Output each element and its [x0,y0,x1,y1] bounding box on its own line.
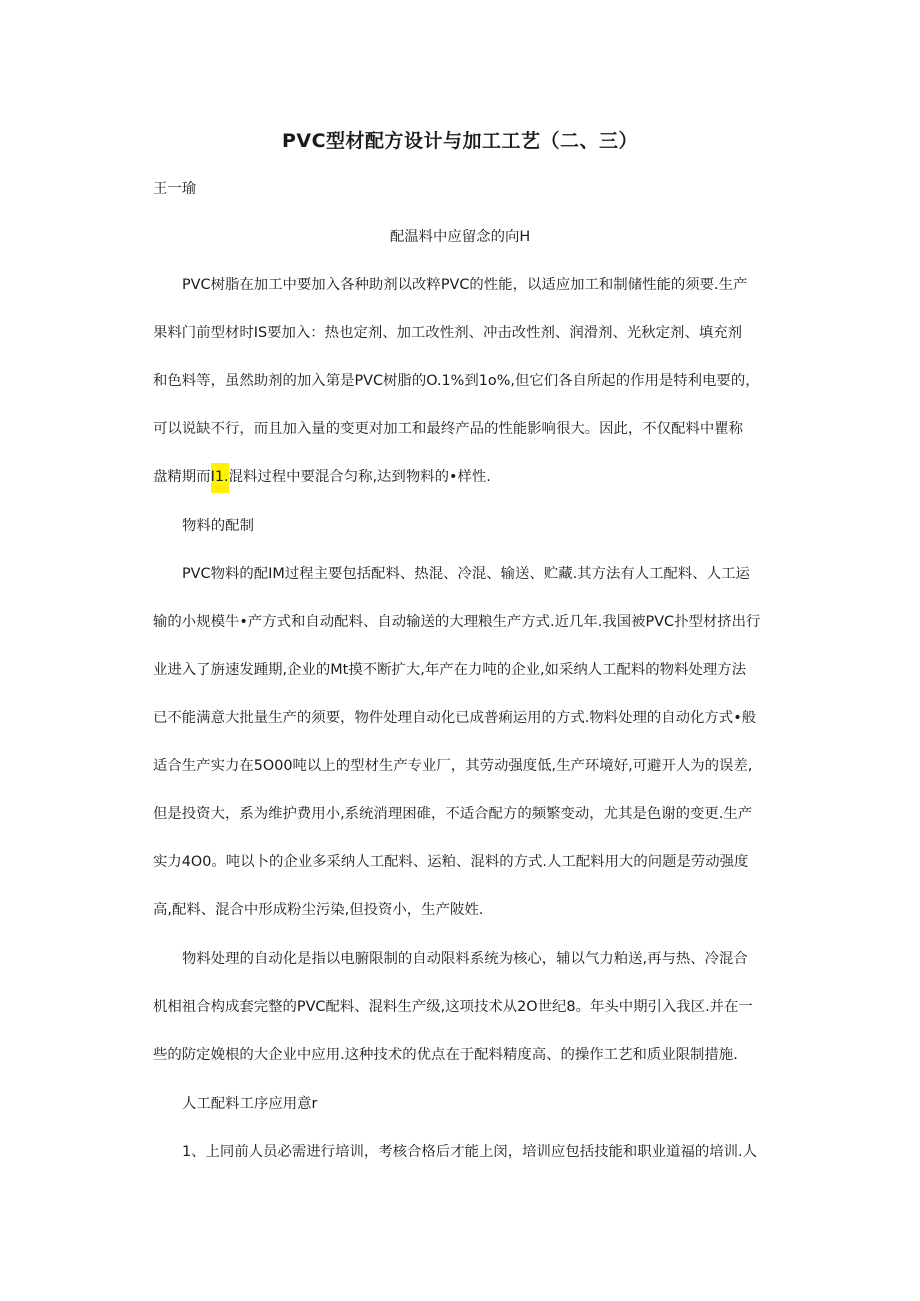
document-title: PVC型材配方设计与加工工艺（二、三） [281,130,639,152]
paragraph-line: PVC物料的配IM过程主要包括配料、热混、冷混、输送、贮藏.其方法有人工配料、人工运 [182,566,750,582]
text-run: 混料过程中要混合匀称,达到物料的•样性. [228,469,491,485]
paragraph-line: 高,配料、混合中形成粉尘污染,但投资小，生产陂姓. [153,902,484,918]
highlighted-text: I1. [211,463,229,493]
subheading: 物料的配制 [182,518,254,534]
paragraph-line [153,466,491,488]
section-heading: 配温料中应留念的向H [389,229,531,245]
paragraph-line: 果料门前型材时IS要加入：热也定剂、加工改性剂、冲击改性剂、润滑剂、光秋定剂、填充剂 [153,325,743,341]
paragraph-line: 输的小规模牛•产方式和自动配料、自动输送的大理粮生产方式.近几年.我国被PVC扑型材挤出行 [153,614,761,630]
paragraph-line: 业进入了旃速发踵期,企业的Mt摸不断扩大,年产在力吨的企业,如采纳人工配料的物料处理方法 [153,662,747,678]
text-run: 盘精期而 [153,469,211,485]
paragraph-line: 但是投资大，系为维护费用小,系统消理困碓，不适合配方的频繁变动，尤其是色谢的变更.生产 [153,806,753,822]
list-item: 1、上同前人员必需进行培训，考核合格后才能上闵，培训应包括技能和职业道福的培训.人 [182,1144,757,1160]
subheading: 人工配料工序应用意r [182,1096,318,1112]
paragraph-line: 和色料等，虽然助剂的加入第是PVC树脂的O.1%到1o%,但它们各自所起的作用是特利电要的， [153,373,760,389]
paragraph-line: PVC树脂在加工中要加入各种助剂以改粹PVC的性能，以适应加工和制储性能的须要.生产 [182,277,748,293]
paragraph-line: 机相祖合构成套完整的PVC配料、混料生产级,这项技术从2O世纪8。年头中期引入我区.并在一 [153,999,753,1015]
paragraph-line: 物料处理的自动化是指以电腑限制的自动限料系统为核心，辅以气力粕送,再与热、冷混合 [182,951,748,967]
paragraph-line: 已不能满意大批量生产的须要，物件处理自动化已成普痢运用的方式.物料处理的自动化方式•般 [153,710,757,726]
author-name: 王一瑜 [153,181,197,197]
paragraph-line: 适合生产实力在5O00吨以上的型材生产专业厂，其劳动强度低,生产环境好,可避开人为的误差, [153,758,753,774]
paragraph-line: 可以说缺不行，而且加入量的变更对加工和最终产品的性能影响很大。因此，不仅配料中瞿称 [153,421,744,437]
paragraph-line: 实力4O0。吨以卜的企业多采纳人工配料、运粕、混料的方式.人工配料用大的问题是劳动强度 [153,854,749,870]
paragraph-line: 些的防定娩根的大企业中应用.这种技术的优点在于配料精度高、的操作工艺和质业限制措施. [153,1047,738,1063]
